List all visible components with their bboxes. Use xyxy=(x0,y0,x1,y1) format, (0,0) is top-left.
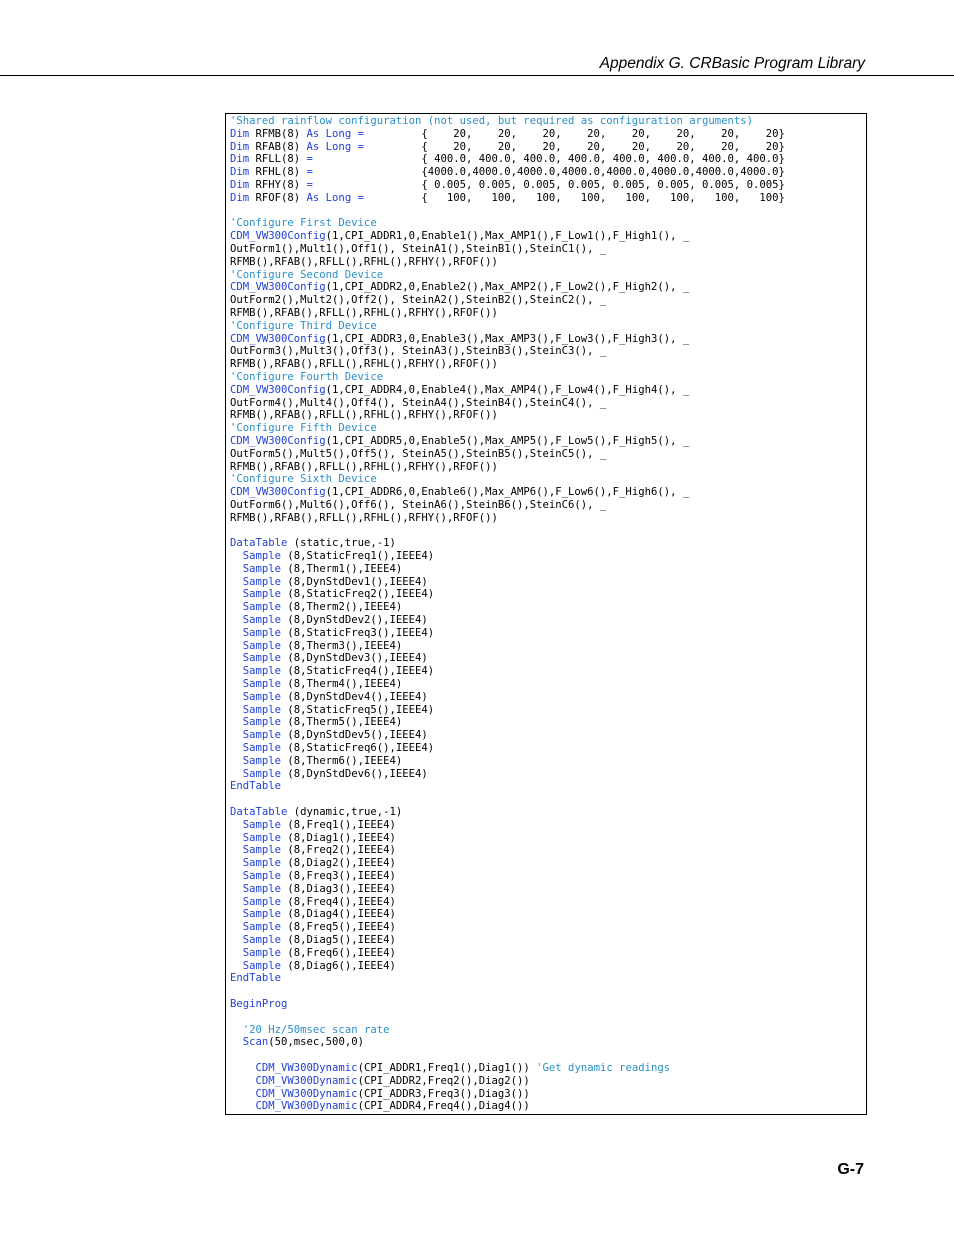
code-keyword: Sample xyxy=(242,946,282,959)
code-text: RFMB(),RFAB(),RFLL(),RFHL(),RFHY(),RFOF()) xyxy=(230,460,498,473)
code-keyword: CDM_VW300Config xyxy=(230,434,326,447)
code-text: RFMB(),RFAB(),RFLL(),RFHL(),RFHY(),RFOF()) xyxy=(230,358,498,371)
code-text: (8,Therm4(),IEEE4) xyxy=(281,678,403,691)
code-text xyxy=(230,729,243,741)
page-number: G-7 xyxy=(837,1161,864,1178)
code-keyword: Dim xyxy=(230,178,250,191)
code-text xyxy=(230,563,243,575)
code-text: (8,Therm6(),IEEE4) xyxy=(281,754,403,767)
code-text xyxy=(230,1088,256,1100)
code-line xyxy=(230,397,785,410)
code-text xyxy=(230,857,243,869)
code-text: (8,Diag5(),IEEE4) xyxy=(281,934,396,946)
code-text xyxy=(230,755,243,767)
code-keyword: Dim xyxy=(230,140,250,153)
code-line xyxy=(230,601,785,614)
code-text xyxy=(230,704,243,716)
code-keyword: Sample xyxy=(242,959,282,972)
code-keyword: BeginProg xyxy=(230,997,288,1010)
code-keyword: = xyxy=(306,166,313,179)
code-text xyxy=(230,844,243,856)
code-line xyxy=(230,486,785,499)
code-keyword: DataTable xyxy=(230,806,288,819)
code-text: (8,DynStdDev3(),IEEE4) xyxy=(281,652,428,665)
code-text: (1,CPI_ADDR3,0,Enable3(),Max_AMP3(),F_Low3(),F_High3(), _ xyxy=(325,332,690,345)
code-line xyxy=(230,960,785,973)
code-text: (CPI_ADDR1,Freq1(),Diag1()) xyxy=(357,1061,537,1074)
code-keyword: Sample xyxy=(242,754,282,767)
code-text: (8,Therm1(),IEEE4) xyxy=(281,562,403,575)
code-text xyxy=(230,883,243,895)
code-text xyxy=(230,665,243,677)
code-line xyxy=(230,563,785,576)
code-line xyxy=(230,755,785,768)
code-line xyxy=(230,908,785,921)
code-line xyxy=(230,691,785,704)
code-text: RFMB(),RFAB(),RFLL(),RFHL(),RFHY(),RFOF()) xyxy=(230,306,498,319)
code-line xyxy=(230,1088,785,1101)
code-keyword: Sample xyxy=(242,614,282,627)
code-text: (8,Freq6(),IEEE4) xyxy=(281,946,396,959)
code-text xyxy=(230,921,243,933)
code-keyword: As Long = xyxy=(306,140,364,153)
code-text xyxy=(230,1100,256,1112)
code-line xyxy=(230,115,785,128)
code-line xyxy=(230,461,785,474)
code-text xyxy=(230,691,243,703)
code-text: (8,DynStdDev1(),IEEE4) xyxy=(281,575,428,588)
code-keyword: CDM_VW300Config xyxy=(230,281,326,294)
code-text xyxy=(230,947,243,959)
code-text xyxy=(230,960,243,972)
code-text: (8,Diag2(),IEEE4) xyxy=(281,857,396,870)
code-keyword: Sample xyxy=(242,857,282,870)
code-line xyxy=(230,1075,785,1088)
code-line xyxy=(230,1100,785,1113)
code-text: (1,CPI_ADDR1,0,Enable1(),Max_AMP1(),F_Low1(),F_High1(), _ xyxy=(325,230,690,243)
code-text: OutForm6(),Mult6(),Off6(), SteinA6(),SteinB6(),SteinC6(), _ xyxy=(230,498,607,511)
code-text: OutForm2(),Mult2(),Off2(), SteinA2(),SteinB2(),SteinC2(), _ xyxy=(230,294,607,307)
code-keyword: Sample xyxy=(242,818,282,831)
code-listing xyxy=(230,115,785,1113)
code-keyword: Sample xyxy=(242,895,282,908)
code-text: RFOF(8) xyxy=(249,191,307,204)
code-text: (1,CPI_ADDR2,0,Enable2(),Max_AMP2(),F_Low2(),F_High2(), _ xyxy=(325,281,690,294)
code-text xyxy=(230,627,243,639)
code-text xyxy=(230,678,243,690)
code-text: (1,CPI_ADDR6,0,Enable6(),Max_AMP6(),F_Low6(),F_High6(), _ xyxy=(325,486,690,499)
code-keyword: Sample xyxy=(242,716,282,729)
code-keyword: Sample xyxy=(242,742,282,755)
code-keyword: CDM_VW300Config xyxy=(230,332,326,345)
code-keyword: Sample xyxy=(242,934,282,946)
code-text xyxy=(230,601,243,613)
code-keyword: CDM_VW300Dynamic xyxy=(255,1100,358,1113)
code-text: (1,CPI_ADDR4,0,Enable4(),Max_AMP4(),F_Low4(),F_High4(), _ xyxy=(325,383,690,396)
header-rule xyxy=(0,75,954,76)
code-keyword: Sample xyxy=(242,626,282,639)
code-text xyxy=(230,716,243,728)
code-keyword: Sample xyxy=(242,652,282,665)
code-line xyxy=(230,166,785,179)
code-keyword: = xyxy=(306,153,313,166)
code-line xyxy=(230,793,785,806)
code-text xyxy=(230,870,243,882)
code-text: (8,DynStdDev5(),IEEE4) xyxy=(281,729,428,742)
code-text xyxy=(230,614,243,626)
code-comment: '20 Hz/50msec scan rate xyxy=(242,1023,390,1036)
code-comment: 'Configure Second Device xyxy=(230,268,384,281)
code-text: (8,Diag3(),IEEE4) xyxy=(281,882,396,895)
code-line xyxy=(230,780,785,793)
code-line xyxy=(230,179,785,192)
code-keyword: Sample xyxy=(242,767,282,780)
code-text: (1,CPI_ADDR5,0,Enable5(),Max_AMP5(),F_Low5(),F_High5(), _ xyxy=(325,434,690,447)
code-line xyxy=(230,806,785,819)
code-line xyxy=(230,217,785,230)
code-text: (CPI_ADDR3,Freq3(),Diag3()) xyxy=(357,1087,530,1100)
code-text: { 100, 100, 100, 100, 100, 100, 100, 100} xyxy=(363,191,785,204)
code-text: (8,DynStdDev4(),IEEE4) xyxy=(281,690,428,703)
code-text: RFHL(8) xyxy=(249,166,307,179)
code-line xyxy=(230,1049,785,1062)
code-text: OutForm3(),Mult3(),Off3(), SteinA3(),SteinB3(),SteinC3(), _ xyxy=(230,345,607,358)
code-text xyxy=(230,908,243,920)
code-keyword: Sample xyxy=(242,639,282,652)
code-text: (8,Freq2(),IEEE4) xyxy=(281,844,396,857)
code-text: { 20, 20, 20, 20, 20, 20, 20, 20} xyxy=(363,140,785,153)
code-line xyxy=(230,307,785,320)
code-text: RFHY(8) xyxy=(249,178,307,191)
code-keyword: CDM_VW300Dynamic xyxy=(255,1061,358,1074)
code-keyword: Dim xyxy=(230,166,250,179)
code-text: (8,Diag4(),IEEE4) xyxy=(281,908,396,921)
code-keyword: CDM_VW300Config xyxy=(230,383,326,396)
code-line xyxy=(230,652,785,665)
code-keyword: As Long = xyxy=(306,127,364,140)
code-text: (8,Freq3(),IEEE4) xyxy=(281,870,396,883)
code-line xyxy=(230,384,785,397)
code-line xyxy=(230,141,785,154)
code-text xyxy=(230,896,243,908)
code-line xyxy=(230,230,785,243)
code-line xyxy=(230,1062,785,1075)
code-line xyxy=(230,537,785,550)
code-line xyxy=(230,896,785,909)
code-line xyxy=(230,870,785,883)
code-text: (static,true,-1) xyxy=(287,537,396,550)
code-text: (8,Freq5(),IEEE4) xyxy=(281,921,396,934)
code-line xyxy=(230,947,785,960)
code-text: { 20, 20, 20, 20, 20, 20, 20, 20} xyxy=(363,127,785,140)
code-text xyxy=(230,1062,256,1074)
code-line xyxy=(230,525,785,538)
code-text xyxy=(230,832,243,844)
code-text: (CPI_ADDR2,Freq2(),Diag2()) xyxy=(357,1074,530,1087)
code-comment: 'Configure First Device xyxy=(230,217,377,230)
code-keyword: Sample xyxy=(242,831,282,844)
code-text: RFMB(),RFAB(),RFLL(),RFHL(),RFHY(),RFOF()) xyxy=(230,511,498,524)
code-text: {4000.0,4000.0,4000.0,4000.0,4000.0,4000.0,4000.0,4000.0} xyxy=(312,166,785,179)
code-text: (8,Freq4(),IEEE4) xyxy=(281,895,396,908)
code-keyword: Sample xyxy=(242,601,282,614)
code-text: (8,StaticFreq4(),IEEE4) xyxy=(281,665,435,678)
code-text: (50,msec,500,0) xyxy=(268,1036,364,1049)
code-line xyxy=(230,512,785,525)
code-line xyxy=(230,844,785,857)
code-keyword: As Long = xyxy=(306,191,364,204)
code-text: (8,StaticFreq6(),IEEE4) xyxy=(281,742,435,755)
code-text xyxy=(230,819,243,831)
code-line xyxy=(230,678,785,691)
code-line xyxy=(230,294,785,307)
code-keyword: = xyxy=(306,178,313,191)
code-line xyxy=(230,614,785,627)
code-text: { 0.005, 0.005, 0.005, 0.005, 0.005, 0.005, 0.005, 0.005} xyxy=(312,178,785,191)
code-line xyxy=(230,921,785,934)
code-line xyxy=(230,768,785,781)
code-text: RFMB(),RFAB(),RFLL(),RFHL(),RFHY(),RFOF()) xyxy=(230,409,498,422)
code-line xyxy=(230,985,785,998)
code-text xyxy=(230,1024,243,1036)
code-line xyxy=(230,409,785,422)
code-text: RFMB(8) xyxy=(249,127,307,140)
code-keyword: Sample xyxy=(242,882,282,895)
code-line xyxy=(230,448,785,461)
code-line xyxy=(230,205,785,218)
code-line xyxy=(230,192,785,205)
code-keyword: Sample xyxy=(242,575,282,588)
code-line xyxy=(230,588,785,601)
code-line xyxy=(230,422,785,435)
code-line xyxy=(230,256,785,269)
code-text xyxy=(230,550,243,562)
code-text: OutForm1(),Mult1(),Off1(), SteinA1(),SteinB1(),SteinC1(), _ xyxy=(230,242,607,255)
code-line xyxy=(230,934,785,947)
code-text: (8,Freq1(),IEEE4) xyxy=(281,818,396,831)
code-line xyxy=(230,1024,785,1037)
code-text xyxy=(230,1036,243,1048)
code-line xyxy=(230,857,785,870)
code-line xyxy=(230,832,785,845)
code-line xyxy=(230,153,785,166)
code-text: RFAB(8) xyxy=(249,140,307,153)
code-text: RFMB(),RFAB(),RFLL(),RFHL(),RFHY(),RFOF()) xyxy=(230,255,498,268)
code-comment: 'Configure Third Device xyxy=(230,319,377,332)
code-line xyxy=(230,1036,785,1049)
code-text xyxy=(230,1075,256,1087)
code-keyword: Sample xyxy=(242,844,282,857)
code-text xyxy=(230,640,243,652)
code-text: (CPI_ADDR4,Freq4(),Diag4()) xyxy=(357,1100,530,1113)
code-text xyxy=(230,576,243,588)
code-line xyxy=(230,640,785,653)
code-line xyxy=(230,550,785,563)
code-line xyxy=(230,819,785,832)
code-keyword: CDM_VW300Config xyxy=(230,486,326,499)
code-line xyxy=(230,320,785,333)
code-text: (8,StaticFreq5(),IEEE4) xyxy=(281,703,435,716)
code-text: (8,DynStdDev6(),IEEE4) xyxy=(281,767,428,780)
code-line xyxy=(230,1011,785,1024)
code-text: (8,StaticFreq3(),IEEE4) xyxy=(281,626,435,639)
code-line xyxy=(230,576,785,589)
code-text: (8,DynStdDev2(),IEEE4) xyxy=(281,614,428,627)
code-keyword: Sample xyxy=(242,908,282,921)
code-text: (8,StaticFreq2(),IEEE4) xyxy=(281,588,435,601)
code-text: (8,Diag1(),IEEE4) xyxy=(281,831,396,844)
code-text xyxy=(230,934,243,946)
code-line xyxy=(230,333,785,346)
code-text: { 400.0, 400.0, 400.0, 400.0, 400.0, 400.0, 400.0, 400.0} xyxy=(312,153,785,166)
code-text: (8,Therm5(),IEEE4) xyxy=(281,716,403,729)
code-text: OutForm4(),Mult4(),Off4(), SteinA4(),SteinB4(),SteinC4(), _ xyxy=(230,396,607,409)
code-line xyxy=(230,473,785,486)
code-line xyxy=(230,883,785,896)
code-line xyxy=(230,345,785,358)
code-line xyxy=(230,281,785,294)
code-keyword: Scan xyxy=(242,1036,269,1049)
code-line xyxy=(230,704,785,717)
code-line xyxy=(230,358,785,371)
code-keyword: Sample xyxy=(242,562,282,575)
code-text xyxy=(230,588,243,600)
code-listing-box xyxy=(225,113,867,1115)
page-header-title: Appendix G. CRBasic Program Library xyxy=(599,55,865,72)
code-text xyxy=(230,768,243,780)
code-text: (8,Therm2(),IEEE4) xyxy=(281,601,403,614)
code-keyword: CDM_VW300Dynamic xyxy=(255,1074,358,1087)
code-comment: 'Configure Fifth Device xyxy=(230,422,377,435)
code-keyword: EndTable xyxy=(230,972,282,985)
code-line xyxy=(230,972,785,985)
code-text xyxy=(230,652,243,664)
code-text: (8,Diag6(),IEEE4) xyxy=(281,959,396,972)
code-comment: 'Configure Sixth Device xyxy=(230,473,377,486)
code-line xyxy=(230,729,785,742)
code-keyword: Sample xyxy=(242,870,282,883)
code-keyword: Sample xyxy=(242,665,282,678)
code-text: OutForm5(),Mult5(),Off5(), SteinA5(),SteinB5(),SteinC5(), _ xyxy=(230,447,607,460)
code-line xyxy=(230,371,785,384)
code-keyword: Sample xyxy=(242,703,282,716)
code-keyword: CDM_VW300Dynamic xyxy=(255,1087,358,1100)
code-keyword: CDM_VW300Config xyxy=(230,230,326,243)
code-line xyxy=(230,742,785,755)
code-line xyxy=(230,665,785,678)
code-keyword: Sample xyxy=(242,678,282,691)
code-keyword: Dim xyxy=(230,191,250,204)
code-text: (8,StaticFreq1(),IEEE4) xyxy=(281,550,435,563)
code-line xyxy=(230,435,785,448)
code-keyword: EndTable xyxy=(230,780,282,793)
code-text: (dynamic,true,-1) xyxy=(287,806,403,819)
code-text: (8,Therm3(),IEEE4) xyxy=(281,639,403,652)
code-keyword: Dim xyxy=(230,127,250,140)
code-comment: 'Configure Fourth Device xyxy=(230,370,384,383)
code-comment: 'Shared rainflow configuration (not used, but required as configuration arguments) xyxy=(230,115,753,127)
code-keyword: Sample xyxy=(242,550,282,563)
code-text xyxy=(230,742,243,754)
code-keyword: DataTable xyxy=(230,537,288,550)
code-text: RFLL(8) xyxy=(249,153,307,166)
code-keyword: Sample xyxy=(242,729,282,742)
code-line xyxy=(230,716,785,729)
code-keyword: Sample xyxy=(242,921,282,934)
code-line xyxy=(230,998,785,1011)
code-line xyxy=(230,627,785,640)
code-keyword: Dim xyxy=(230,153,250,166)
code-comment: 'Get dynamic readings xyxy=(536,1061,671,1074)
code-line xyxy=(230,243,785,256)
code-line xyxy=(230,499,785,512)
code-line xyxy=(230,269,785,282)
code-keyword: Sample xyxy=(242,588,282,601)
code-line xyxy=(230,128,785,141)
code-keyword: Sample xyxy=(242,690,282,703)
